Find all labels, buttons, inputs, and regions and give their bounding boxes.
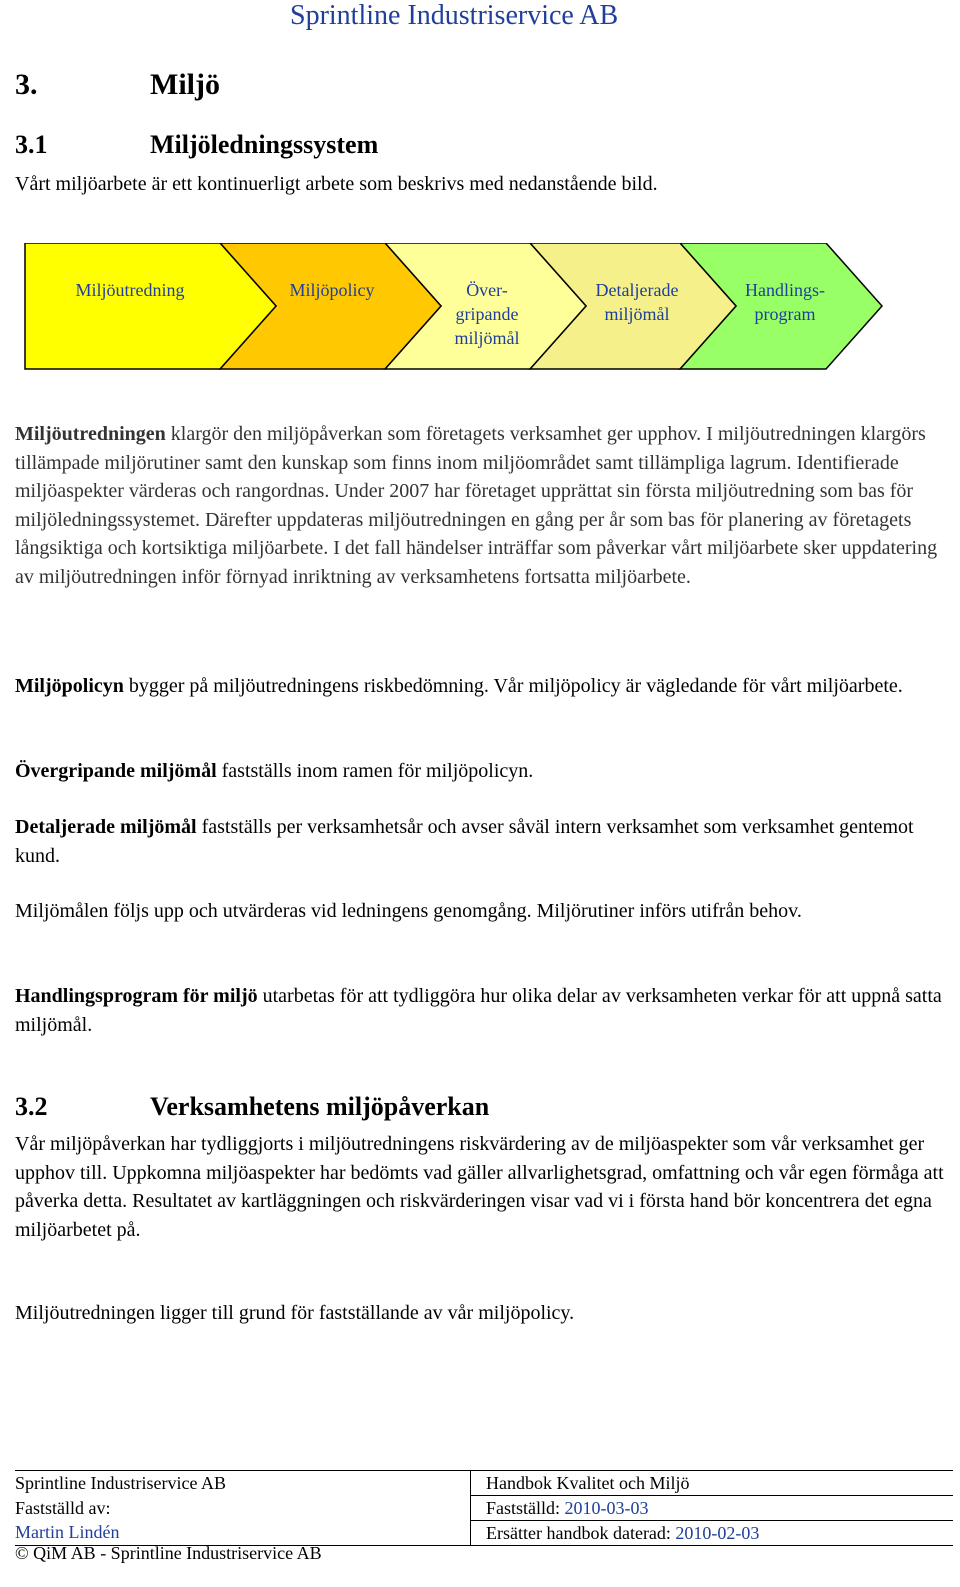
paragraph-detaljerade-miljomal-text: fastställs per verksamhetsår och avser såväl intern verksamhet som verksamhet gentemot kund.	[15, 816, 914, 867]
paragraph-miljopolicyn-text: bygger på miljöutredningens riskbedömning. Vår miljöpolicy är vägledande för vårt miljöarbete.	[123, 675, 903, 697]
paragraph-miljopolicyn	[15, 672, 945, 701]
flow-step-2-label: Miljöpolicy	[289, 280, 375, 300]
flow-step-3-label: gripande	[455, 304, 519, 324]
header-company-name: Sprintline Industriservice AB	[290, 0, 619, 31]
section-3-1-title: Miljöledningssystem	[150, 130, 379, 159]
section-3-1-number: 3.1	[15, 130, 48, 159]
paragraph-overgripande-miljomal-text: fastställs inom ramen för miljöpolicyn.	[216, 760, 534, 782]
section-3-2-paragraph-2: Miljöutredningen ligger till grund för fastställande av vår miljöpolicy.	[15, 1302, 575, 1324]
flow-step-5-label: Handlings-	[745, 280, 825, 300]
section-3-2-heading	[15, 1092, 489, 1122]
section-3-2-paragraph-1: Vår miljöpåverkan har tydliggjorts i miljöutredningens riskvärdering av de miljöaspekter som vår verksamhet ger upphov till. Uppkomna miljöaspekter har bedömts vad gäller allvarlighetsgrad, omfattning och vår egen förmåga att påverka detta. Resultatet av kartläggningen och riskvärderingen visar vad vi i första hand bör koncentrera det egna miljöarbetet på.	[15, 1133, 944, 1241]
section-3-2-title: Verksamhetens miljöpåverkan	[150, 1092, 490, 1121]
footer-established-by-label: Fastställd av:	[15, 1497, 111, 1518]
section-3-title: Miljö	[150, 68, 220, 101]
footer-replaces-date: 2010-02-03	[675, 1522, 760, 1543]
flow-step-4-label: miljömål	[604, 304, 670, 324]
footer-replaces	[471, 1521, 954, 1546]
paragraph-miljoutredningen-text: klargör den miljöpåverkan som företagets verksamhet ger upphov. I miljöutredningen klargörs tillämpade miljörutiner samt den kunskap som finns inom miljöområdet samt tillämpliga lagrum. Identifierade miljöaspekter värderas och rangordnas. Under 2007 har företaget upprättat sin första miljöutredning som bas för miljöledningssystemet. Därefter uppdateras miljöutredningen en gång per år som bas för planering av företagets långsiktiga och kortsiktiga miljöarbete. I det fall händelser inträffar som påverkar vårt miljöarbete sker uppdatering av miljöutredningen inför förnyad inriktning av verksamhetens fortsatta miljöarbete.	[15, 423, 938, 588]
term-miljoutredningen: Miljöutredningen	[15, 423, 166, 445]
footer-established-date: 2010-03-03	[564, 1497, 649, 1518]
paragraph-detaljerade-miljomal	[15, 813, 945, 870]
paragraph-handlingsprogram-text: utarbetas för att tydliggöra hur olika delar av verksamheten verkar för att uppnå satta miljömål.	[15, 985, 942, 1036]
flow-step-3-label: Över-	[466, 280, 508, 300]
footer-author: Martin Lindén	[15, 1521, 471, 1546]
process-flow-diagram	[0, 243, 900, 378]
section-3-2-number: 3.2	[15, 1092, 48, 1121]
section-3-1-heading	[15, 130, 378, 160]
section-3-number: 3.	[15, 68, 38, 101]
footer-row-2	[15, 1496, 953, 1521]
section-3-1-intro: Vårt miljöarbete är ett kontinuerligt arbete som beskrivs med nedanstående bild.	[15, 173, 658, 195]
flow-step-3-label: miljömål	[454, 328, 520, 348]
footer-company: Sprintline Industriservice AB	[15, 1471, 471, 1496]
footer-established-label: Fastställd:	[486, 1497, 565, 1518]
term-detaljerade-miljomal: Detaljerade miljömål	[15, 816, 197, 838]
footer-established	[471, 1496, 954, 1521]
term-handlingsprogram: Handlingsprogram för miljö	[15, 985, 258, 1007]
section-3-heading	[15, 68, 220, 102]
term-overgripande-miljomal: Övergripande miljömål	[15, 760, 217, 782]
footer-copyright: © QiM AB - Sprintline Industriservice AB	[15, 1543, 322, 1563]
term-miljopolicyn: Miljöpolicyn	[15, 675, 124, 697]
footer-row-3	[15, 1521, 953, 1546]
footer-replaces-label: Ersätter handbok daterad:	[486, 1522, 676, 1543]
paragraph-overgripande-miljomal	[15, 757, 945, 786]
flow-step-1-label: Miljöutredning	[75, 280, 185, 300]
flow-step-4-label: Detaljerade	[595, 280, 679, 300]
paragraph-miljoutredningen	[15, 420, 945, 591]
footer-handbook: Handbok Kvalitet och Miljö	[471, 1471, 954, 1496]
footer-table	[15, 1470, 953, 1546]
paragraph-miljomalen: Miljömålen följs upp och utvärderas vid ledningens genomgång. Miljörutiner införs utifrån behov.	[15, 900, 802, 922]
footer-row-1	[15, 1471, 953, 1496]
paragraph-handlingsprogram	[15, 982, 945, 1039]
flow-step-5-label: program	[754, 304, 816, 324]
process-flow-svg	[0, 243, 900, 373]
